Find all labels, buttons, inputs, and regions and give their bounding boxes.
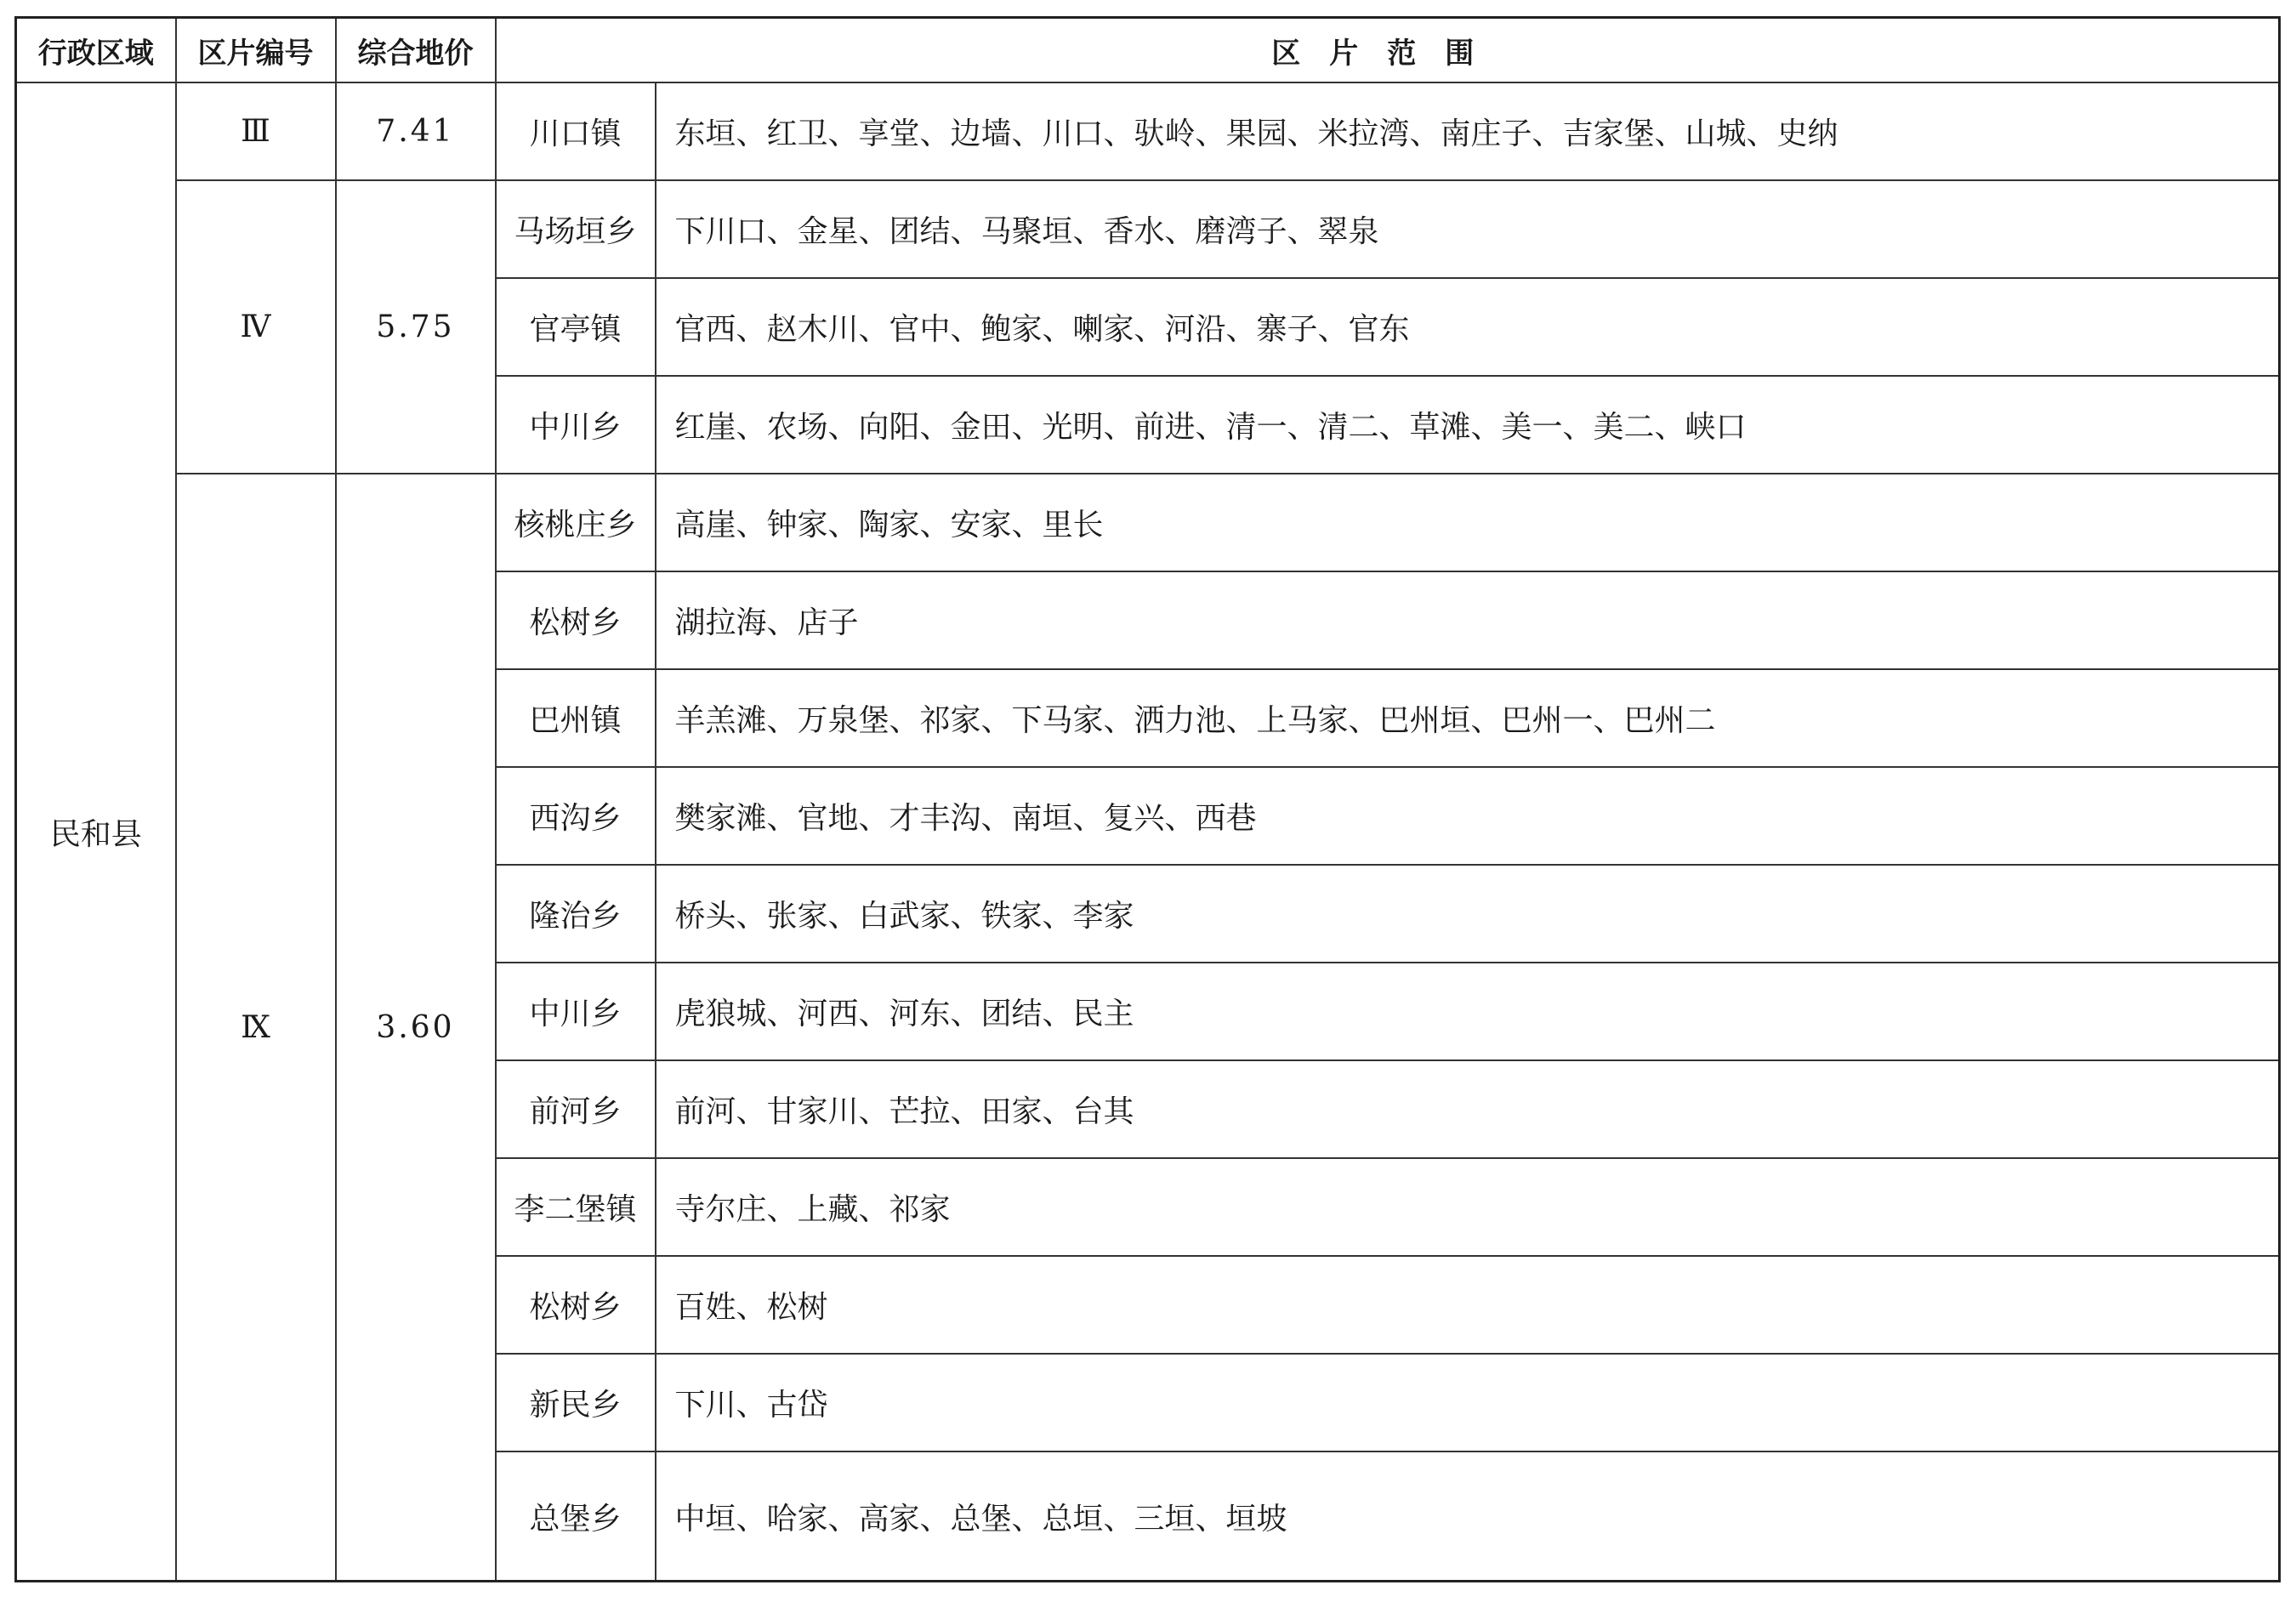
price-cell: 7.41 <box>336 82 496 180</box>
zone-cell: Ⅸ <box>176 474 336 1582</box>
town-cell: 总堡乡 <box>496 1451 656 1582</box>
header-district: 行政区域 <box>16 18 176 83</box>
header-price: 综合地价 <box>336 18 496 83</box>
header-scope: 区片范围 <box>496 18 2280 83</box>
town-cell: 中川乡 <box>496 963 656 1060</box>
villages-cell: 樊家滩、官地、才丰沟、南垣、复兴、西巷 <box>656 767 2280 865</box>
villages-cell: 红崖、农场、向阳、金田、光明、前进、清一、清二、草滩、美一、美二、峡口 <box>656 376 2280 474</box>
header-row <box>16 18 2280 83</box>
zone-cell: Ⅲ <box>176 82 336 180</box>
town-cell: 巴州镇 <box>496 669 656 767</box>
villages-cell: 下川、古岱 <box>656 1354 2280 1451</box>
villages-cell: 羊羔滩、万泉堡、祁家、下马家、洒力池、上马家、巴州垣、巴州一、巴州二 <box>656 669 2280 767</box>
villages-cell: 中垣、哈家、高家、总堡、总垣、三垣、垣坡 <box>656 1451 2280 1582</box>
villages-cell: 寺尔庄、上藏、祁家 <box>656 1158 2280 1256</box>
villages-cell: 百姓、松树 <box>656 1256 2280 1354</box>
villages-cell: 虎狼城、河西、河东、团结、民主 <box>656 963 2280 1060</box>
town-cell: 西沟乡 <box>496 767 656 865</box>
town-cell: 李二堡镇 <box>496 1158 656 1256</box>
town-cell: 松树乡 <box>496 1256 656 1354</box>
price-cell: 5.75 <box>336 180 496 474</box>
villages-cell: 湖拉海、店子 <box>656 571 2280 669</box>
zone-cell: Ⅳ <box>176 180 336 474</box>
table-row <box>16 82 2280 180</box>
villages-cell: 官西、赵木川、官中、鲍家、喇家、河沿、寨子、官东 <box>656 278 2280 376</box>
town-cell: 川口镇 <box>496 82 656 180</box>
town-cell: 马场垣乡 <box>496 180 656 278</box>
price-cell: 3.60 <box>336 474 496 1582</box>
villages-cell: 高崖、钟家、陶家、安家、里长 <box>656 474 2280 571</box>
villages-cell: 东垣、红卫、享堂、边墙、川口、驮岭、果园、米拉湾、南庄子、吉家堡、山城、史纳 <box>656 82 2280 180</box>
town-cell: 前河乡 <box>496 1060 656 1158</box>
town-cell: 隆治乡 <box>496 865 656 963</box>
town-cell: 官亭镇 <box>496 278 656 376</box>
town-cell: 中川乡 <box>496 376 656 474</box>
land-price-table <box>14 16 2281 1582</box>
town-cell: 松树乡 <box>496 571 656 669</box>
town-cell: 新民乡 <box>496 1354 656 1451</box>
villages-cell: 桥头、张家、白武家、铁家、李家 <box>656 865 2280 963</box>
header-zone-no: 区片编号 <box>176 18 336 83</box>
table-row <box>16 474 2280 571</box>
town-cell: 核桃庄乡 <box>496 474 656 571</box>
table-row <box>16 180 2280 278</box>
district-cell: 民和县 <box>16 82 176 1582</box>
villages-cell: 下川口、金星、团结、马聚垣、香水、磨湾子、翠泉 <box>656 180 2280 278</box>
villages-cell: 前河、甘家川、芒拉、田家、台其 <box>656 1060 2280 1158</box>
